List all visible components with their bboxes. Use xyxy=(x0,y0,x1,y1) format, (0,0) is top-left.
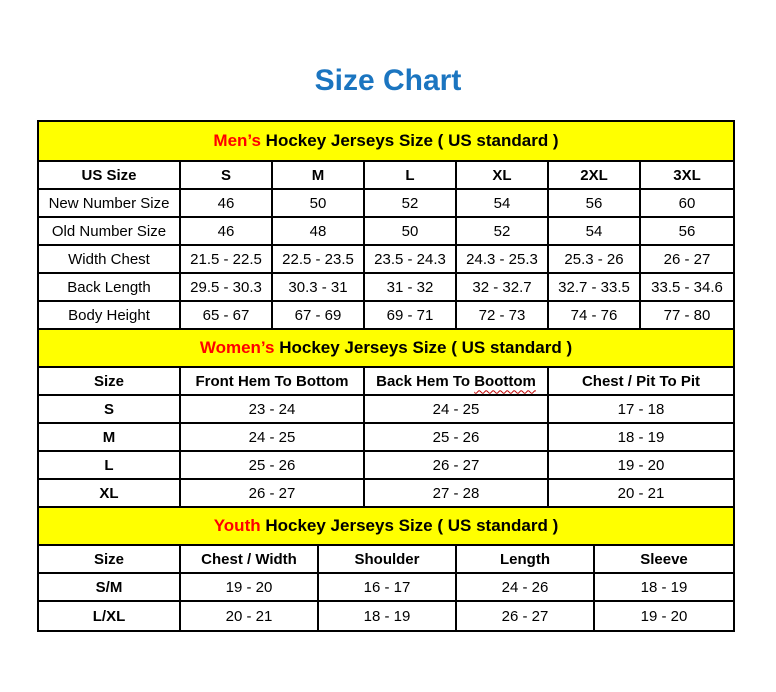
row-label: M xyxy=(39,424,181,450)
womens-section-banner xyxy=(39,330,733,368)
value-cell: 52 xyxy=(457,218,549,244)
value-cell: 17 - 18 xyxy=(617,400,665,418)
youth-banner-title xyxy=(214,516,559,536)
value-cell: 50 xyxy=(273,190,365,216)
back-hem-header-text xyxy=(376,373,536,390)
youth-banner-brand-word: Youth xyxy=(213,516,261,535)
value-cell: 16 - 17 xyxy=(319,574,457,600)
value-cell: 20 - 21 xyxy=(181,602,319,630)
value-cell: 29.5 - 30.3 xyxy=(181,274,273,300)
column-header: 2XL xyxy=(549,162,641,188)
value-cell: 65 - 67 xyxy=(181,302,273,328)
womens-banner-title xyxy=(200,338,572,358)
value-cell: 74 - 76 xyxy=(549,302,641,328)
column-header: Length xyxy=(457,546,595,572)
column-header: Shoulder xyxy=(319,546,457,572)
row-label: S/M xyxy=(39,574,181,600)
table-row xyxy=(39,274,733,302)
column-header xyxy=(365,368,549,394)
mens-column-header-row xyxy=(39,162,733,190)
mens-banner-title xyxy=(213,131,558,151)
back-hem-prefix: Back Hem To xyxy=(376,372,475,390)
column-header: XL xyxy=(457,162,549,188)
value-cell: 54 xyxy=(549,218,641,244)
row-label: Width Chest xyxy=(39,246,181,272)
value-cell: 24 - 26 xyxy=(457,574,595,600)
value-cell: 52 xyxy=(365,190,457,216)
womens-banner-brand-word: Women’s xyxy=(199,338,275,357)
value-cell: 23.5 - 24.3 xyxy=(365,246,457,272)
row-label: Old Number Size xyxy=(39,218,181,244)
mens-banner-rest: Hockey Jerseys Size ( US standard ) xyxy=(260,131,559,150)
column-header: S xyxy=(181,162,273,188)
value-cell: 31 - 32 xyxy=(365,274,457,300)
table-row xyxy=(39,302,733,330)
womens-column-header-row xyxy=(39,368,733,396)
value-cell: 72 - 73 xyxy=(457,302,549,328)
row-label: L xyxy=(39,452,181,478)
value-cell: 25 - 26 xyxy=(365,424,549,450)
column-header: Size xyxy=(39,368,181,394)
value-cell: 18 - 19 xyxy=(319,602,457,630)
value-cell: 60 xyxy=(678,194,696,212)
value-cell: 46 xyxy=(181,190,273,216)
column-header: Size xyxy=(39,546,181,572)
value-cell: 25 - 26 xyxy=(181,452,365,478)
column-header: Chest / Width xyxy=(181,546,319,572)
column-header: L xyxy=(365,162,457,188)
table-row xyxy=(39,396,733,424)
mens-banner-brand-word: Men’s xyxy=(213,131,261,150)
value-cell: 24 - 25 xyxy=(181,424,365,450)
value-cell: 27 - 28 xyxy=(365,480,549,506)
value-cell: 18 - 19 xyxy=(617,428,665,446)
column-header: M xyxy=(273,162,365,188)
column-header: US Size xyxy=(39,162,181,188)
row-label: S xyxy=(39,396,181,422)
value-cell: 26 - 27 xyxy=(181,480,365,506)
page-title: Size Chart xyxy=(314,64,462,97)
table-row xyxy=(39,190,733,218)
row-label: New Number Size xyxy=(39,190,181,216)
size-chart-table xyxy=(37,120,735,632)
table-row xyxy=(39,246,733,274)
table-row xyxy=(39,480,733,508)
youth-column-header-row xyxy=(39,546,733,574)
value-cell: 25.3 - 26 xyxy=(549,246,641,272)
value-cell: 19 - 20 xyxy=(640,607,688,625)
value-cell: 24 - 25 xyxy=(365,396,549,422)
youth-section-banner xyxy=(39,508,733,546)
value-cell: 19 - 20 xyxy=(617,456,665,474)
value-cell: 18 - 19 xyxy=(640,578,688,596)
value-cell: 67 - 69 xyxy=(273,302,365,328)
value-cell: 77 - 80 xyxy=(663,306,711,324)
value-cell: 30.3 - 31 xyxy=(273,274,365,300)
column-header: 3XL xyxy=(673,166,701,184)
value-cell: 54 xyxy=(457,190,549,216)
value-cell: 26 - 27 xyxy=(457,602,595,630)
column-header: Sleeve xyxy=(640,550,688,568)
value-cell: 50 xyxy=(365,218,457,244)
value-cell: 32.7 - 33.5 xyxy=(549,274,641,300)
womens-banner-rest: Hockey Jerseys Size ( US standard ) xyxy=(274,338,573,357)
value-cell: 33.5 - 34.6 xyxy=(651,278,723,296)
row-label: Body Height xyxy=(39,302,181,328)
value-cell: 56 xyxy=(678,222,696,240)
table-row xyxy=(39,424,733,452)
value-cell: 56 xyxy=(549,190,641,216)
row-label: L/XL xyxy=(39,602,181,630)
value-cell: 21.5 - 22.5 xyxy=(181,246,273,272)
value-cell: 48 xyxy=(273,218,365,244)
row-label: Back Length xyxy=(39,274,181,300)
value-cell: 19 - 20 xyxy=(181,574,319,600)
value-cell: 22.5 - 23.5 xyxy=(273,246,365,272)
table-row xyxy=(39,452,733,480)
value-cell: 46 xyxy=(181,218,273,244)
mens-section-banner xyxy=(39,122,733,162)
youth-banner-rest: Hockey Jerseys Size ( US standard ) xyxy=(260,516,559,535)
value-cell: 24.3 - 25.3 xyxy=(457,246,549,272)
value-cell: 23 - 24 xyxy=(181,396,365,422)
value-cell: 69 - 71 xyxy=(365,302,457,328)
misspelled-word-spellcheck: Boottom xyxy=(474,372,536,390)
row-label: XL xyxy=(39,480,181,506)
column-header: Front Hem To Bottom xyxy=(181,368,365,394)
value-cell: 26 - 27 xyxy=(663,250,711,268)
value-cell: 32 - 32.7 xyxy=(457,274,549,300)
table-row xyxy=(39,574,733,602)
column-header: Chest / Pit To Pit xyxy=(581,372,701,390)
value-cell: 20 - 21 xyxy=(617,484,665,502)
table-row xyxy=(39,218,733,246)
value-cell: 26 - 27 xyxy=(365,452,549,478)
table-row xyxy=(39,602,733,630)
